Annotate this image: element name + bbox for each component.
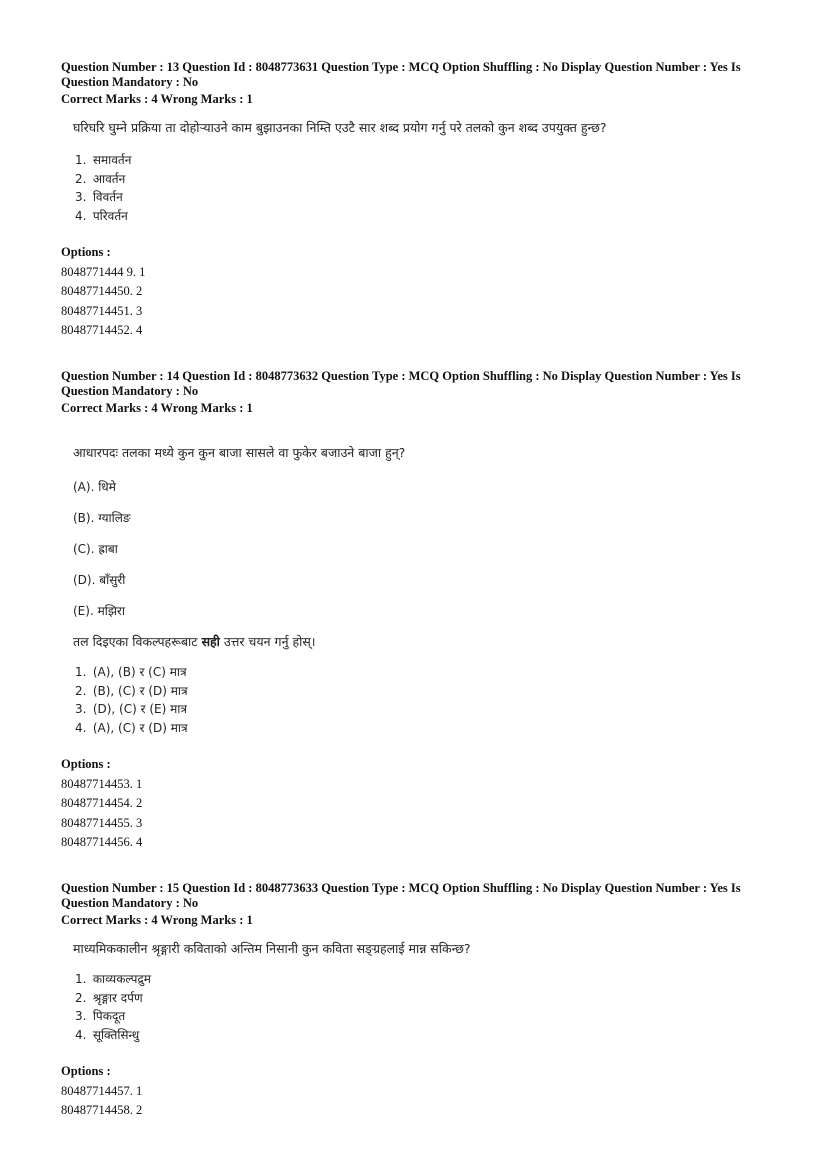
question-header: Question Number : 13 Question Id : 8048773631 Question Type : MCQ Option Shuffling : No Display Question Number : Yes Is Question Mandatory : No bbox=[61, 60, 741, 89]
option-row: 8048771444 9. 1 bbox=[61, 265, 146, 279]
statement-list bbox=[73, 478, 761, 633]
options-list bbox=[61, 775, 761, 852]
option-row: 80487714455. 3 bbox=[61, 815, 143, 830]
options-label: Options : bbox=[61, 757, 111, 771]
choice-item: 2. (B), (C) र (D) मात्र bbox=[75, 683, 188, 698]
choice-item: 4. (A), (C) र (D) मात्र bbox=[75, 720, 188, 735]
statement-item: (B). ग्यालिङ bbox=[73, 511, 131, 525]
options-label: Options : bbox=[61, 1064, 111, 1078]
question-marks: Correct Marks : 4 Wrong Marks : 1 bbox=[61, 92, 253, 106]
statement-item: (E). मझिरा bbox=[73, 604, 125, 618]
question-marks: Correct Marks : 4 Wrong Marks : 1 bbox=[61, 913, 253, 927]
options-list bbox=[61, 1082, 761, 1121]
choice-item: 1. (A), (B) र (C) मात्र bbox=[75, 665, 187, 679]
choice-item: 4. सूक्तिसिन्धु bbox=[75, 1027, 140, 1042]
choice-list bbox=[75, 663, 761, 737]
question-14 bbox=[61, 369, 761, 852]
choice-list bbox=[75, 151, 761, 225]
choice-item: 1. समावर्तन bbox=[75, 153, 132, 167]
option-row: 80487714451. 3 bbox=[61, 303, 143, 318]
choice-item: 3. पिकदूत bbox=[75, 1009, 126, 1023]
statement-item: (D). बाँसुरी bbox=[73, 573, 126, 587]
statement-item: (C). ह्राबा bbox=[73, 542, 118, 556]
options-list bbox=[61, 263, 761, 340]
choice-item: 4. परिवर्तन bbox=[75, 208, 128, 223]
option-row: 80487714456. 4 bbox=[61, 834, 143, 849]
choice-item: 1. काव्यकल्पद्रुम bbox=[75, 972, 151, 986]
choice-list bbox=[75, 970, 761, 1044]
choice-item: 2. श्रृङ्गार दर्पण bbox=[75, 990, 143, 1005]
question-text: आधारपदः तलका मध्ये कुन कुन बाजा सासले वा फुकेर बजाउने बाजा हुन्? bbox=[73, 445, 406, 460]
options-label: Options : bbox=[61, 245, 111, 259]
question-header: Question Number : 15 Question Id : 8048773633 Question Type : MCQ Option Shuffling : No Display Question Number : Yes Is Question Mandatory : No bbox=[61, 881, 741, 910]
question-text: घरिघरि घुम्ने प्रक्रिया ता दोहोऱ्याउने काम बुझाउनका निम्ति एउटै सार शब्द प्रयोग गर्नु परे तलको कुन शब्द उपयुक्त हुन्छ? bbox=[73, 120, 607, 135]
option-row: 80487714452. 4 bbox=[61, 322, 143, 337]
question-15 bbox=[61, 881, 761, 1121]
option-row: 80487714453. 1 bbox=[61, 777, 143, 791]
choice-item: 3. विवर्तन bbox=[75, 190, 123, 204]
choice-item: 3. (D), (C) र (E) मात्र bbox=[75, 702, 188, 716]
choice-item: 2. आवर्तन bbox=[75, 171, 126, 186]
question-text: माध्यमिककालीन श्रृङ्गारी कविताको अन्तिम निसानी कुन कविता सङ्ग्रहलाई मान्न सकिन्छ? bbox=[73, 941, 471, 956]
option-row: 80487714450. 2 bbox=[61, 284, 143, 299]
statement-item: (A). धिमे bbox=[73, 480, 116, 494]
question-13 bbox=[61, 60, 761, 340]
instruction-text: तल दिइएका विकल्पहरूबाट सही उत्तर चयन गर्नु होस्। bbox=[73, 634, 316, 649]
question-marks: Correct Marks : 4 Wrong Marks : 1 bbox=[61, 401, 253, 415]
option-row: 80487714458. 2 bbox=[61, 1103, 143, 1118]
option-row: 80487714454. 2 bbox=[61, 796, 143, 811]
question-header: Question Number : 14 Question Id : 8048773632 Question Type : MCQ Option Shuffling : No Display Question Number : Yes Is Question Mandatory : No bbox=[61, 369, 741, 398]
option-row: 80487714457. 1 bbox=[61, 1084, 143, 1098]
